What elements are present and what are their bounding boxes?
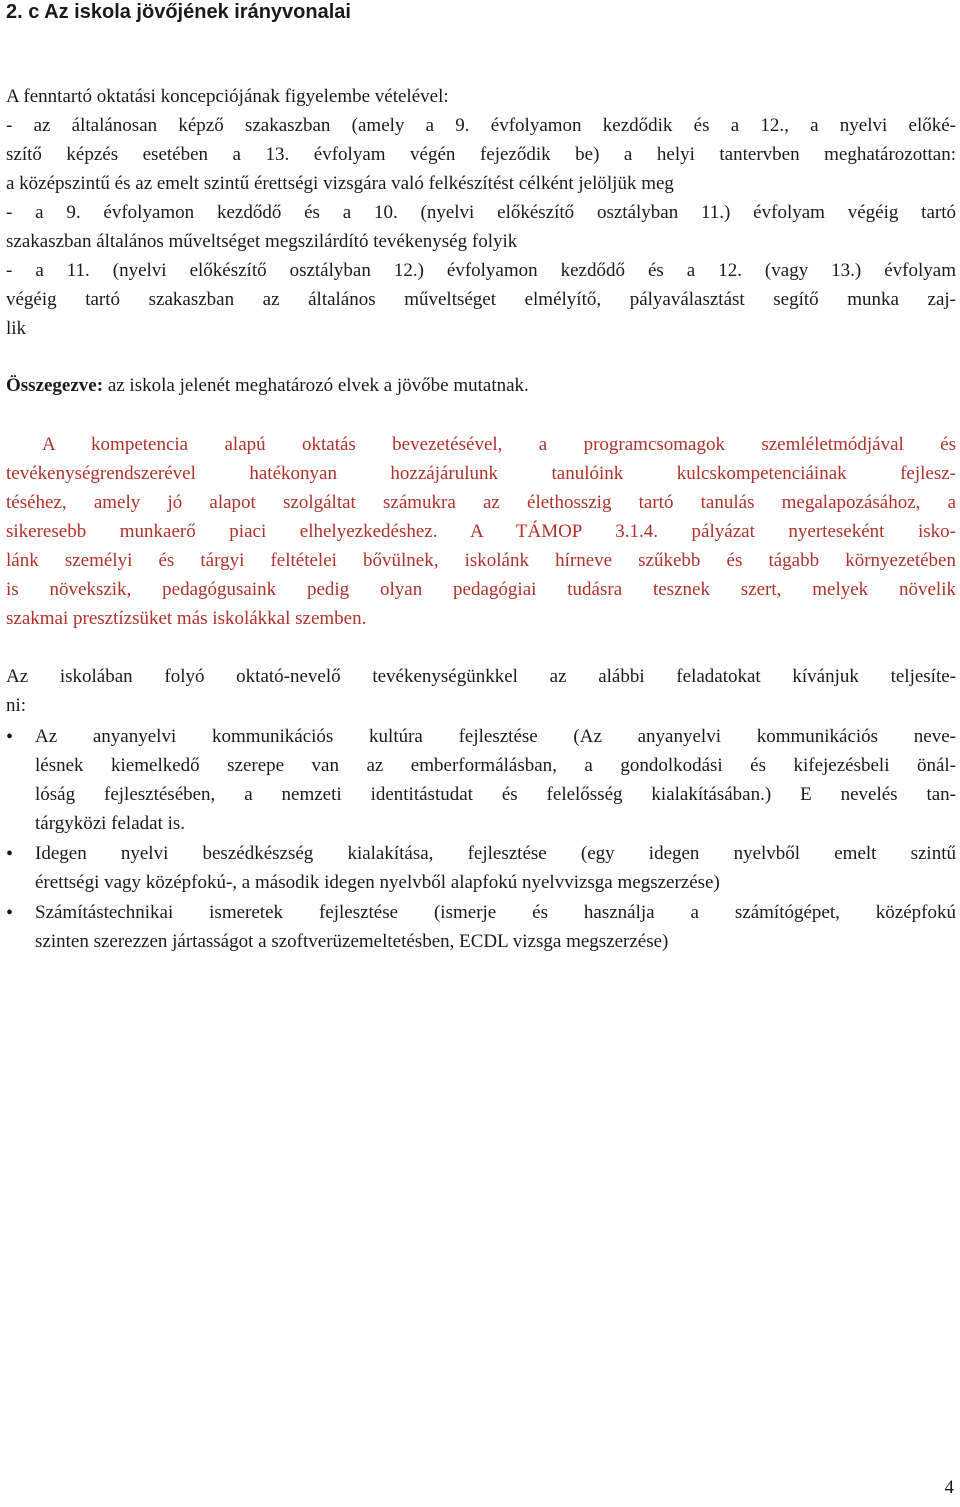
intro-line: - a 11. (nyelvi előkészítő osztályban 12.) évfolyamon kezdődő és a 12. (vagy 13.) évfolyam [6, 260, 956, 281]
competence-line: tevékenységrendszerével hatékonyan hozzájárulunk tanulóink kulcskompetenciáinak fejlesz- [6, 463, 956, 484]
competence-line: sikeresebb munkaerő piaci elhelyezkedéshez. A TÁMOP 3.1.4. pályázat nyerteseként isko- [6, 521, 956, 542]
bullet-icon: • [6, 726, 14, 748]
competence-line: szakmai presztízsüket más iskolákkal szemben. [6, 608, 367, 629]
bullet-line: Idegen nyelvi beszédkészség kialakítása, fejlesztése (egy idegen nyelvből emelt szintű [35, 843, 956, 864]
summary-label: Összegezve: [6, 375, 104, 396]
bullet-line: tárgyközi feladat is. [35, 813, 186, 834]
competence-line: A kompetencia alapú oktatás bevezetésével, a programcsomagok szemléletmódjával és [42, 434, 956, 455]
intro-line: A fenntartó oktatási koncepciójának figyelembe vételével: [6, 86, 449, 107]
competence-line: téséhez, amely jó alapot szolgáltat számukra az élethosszig tartó tanulás megalapozásához, a [6, 492, 956, 513]
bullet-line: Számítástechnikai ismeretek fejlesztése (ismerje és használja a számítógépet, középfokú [35, 902, 956, 923]
bullet-icon: • [6, 902, 14, 924]
bullet-line: lóság fejlesztésében, a nemzeti identitástudat és felelősség kialakításában.) E nevelés tan- [35, 784, 956, 805]
competence-line: lánk személyi és tárgyi feltételei bővülnek, iskolánk hírneve szűkebb és tágabb környezetében [6, 550, 956, 571]
competence-line: is növekszik, pedagógusaink pedig olyan pedagógiai tudásra tesznek szert, melyek növelik [6, 579, 956, 600]
intro-line: - az általánosan képző szakaszban (amely a 9. évfolyamon kezdődik és a 12., a nyelvi előké- [6, 115, 956, 136]
page-number: 4 [944, 1477, 954, 1498]
bullet-line: érettségi vagy középfokú-, a második idegen nyelvből alapfokú nyelvvizsga megszerzése) [35, 872, 720, 893]
bullet-line: lésnek kiemelkedő szerepe van az emberformálásban, a gondolkodási és kifejezésbeli önál- [35, 755, 956, 776]
tasks-intro-line: ni: [6, 695, 27, 716]
intro-line: lik [6, 318, 27, 339]
tasks-intro-line: Az iskolában folyó oktató-nevelő tevékenységünkkel az alábbi feladatokat kívánjuk teljesíte- [6, 666, 956, 687]
intro-line: szítő képzés esetében a 13. évfolyam végén fejeződik be) a helyi tantervben meghatározottan: [6, 144, 956, 165]
bullet-line: szinten szerezzen jártasságot a szoftverüzemeltetésben, ECDL vizsga megszerzése) [35, 931, 669, 952]
summary-line [6, 375, 529, 397]
summary-text: az iskola jelenét meghatározó elvek a jövőbe mutatnak. [103, 375, 529, 396]
intro-line: szakaszban általános műveltséget megszilárdító tevékenység folyik [6, 231, 518, 252]
intro-line: végéig tartó szakaszban az általános műveltséget elmélyítő, pályaválasztást segítő munka zaj- [6, 289, 956, 310]
bullet-icon: • [6, 843, 14, 865]
bullet-line: Az anyanyelvi kommunikációs kultúra fejlesztése (Az anyanyelvi kommunikációs neve- [35, 726, 956, 747]
section-heading: 2. c Az iskola jövőjének irányvonalai [6, 1, 351, 23]
intro-line: a középszintű és az emelt szintű érettségi vizsgára való felkészítést célként jelöljük meg [6, 173, 674, 194]
intro-line: - a 9. évfolyamon kezdődő és a 10. (nyelvi előkészítő osztályban 11.) évfolyam végéig tartó [6, 202, 956, 223]
